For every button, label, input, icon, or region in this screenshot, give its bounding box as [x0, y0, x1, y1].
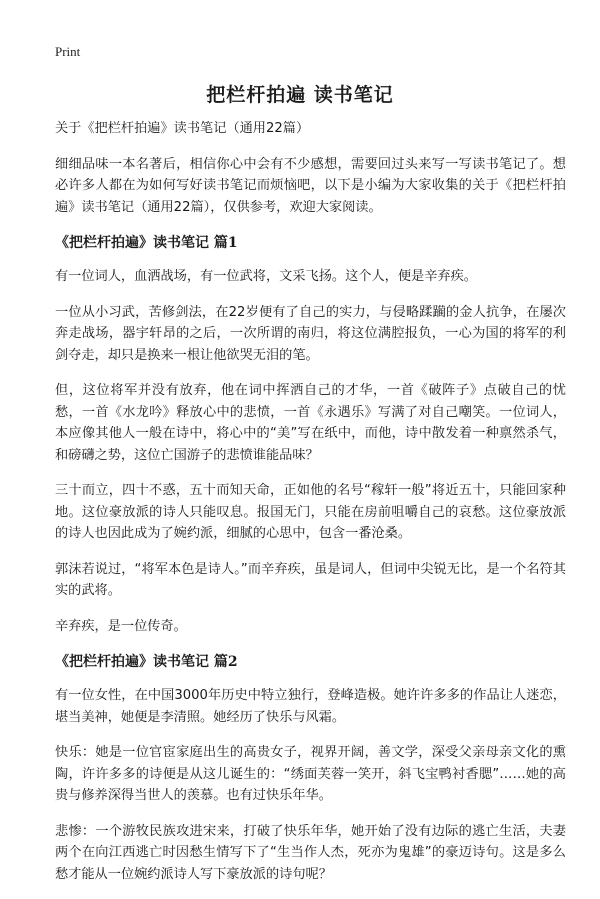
section-heading-1: 《把栏杆拍遍》读书笔记 篇1 — [55, 235, 238, 251]
section-1-paragraph-4: 三十而立，四十不惑，五十而知天命，正如他的名号“稼轩一般”将近五十，只能回家种地。这位豪放派的诗人只能叹息。报国无门，只能在房前咀嚼自己的哀愁。这位豪放派的诗人也因此成为了婉约派，细腻的心思中，包含一番沧桑。 — [55, 483, 566, 541]
section-2-paragraph-1: 有一位女性，在中国3000年历史中特立独行，登峰造极。她许许多多的作品让人迷恋，堪当美神，她便是李清照。她经历了快乐与风霜。 — [55, 688, 566, 725]
section-1-paragraph-5: 郭沫若说过，“将军本色是诗人。”而辛弃疾，虽是词人，但词中尖锐无比，是一个名符其实的武将。 — [55, 561, 566, 598]
section-2-paragraph-3: 悲惨：一个游牧民族攻进宋来，打破了快乐年华，她开始了没有边际的逃亡生活，夫妻两个在向江西逃亡时因愁生情写下了“生当作人杰，死亦为鬼雄”的豪迈诗句。这是多么愁才能从一位婉约派诗人写下豪放派的诗句呢？ — [55, 823, 566, 882]
section-1-paragraph-1: 有一位词人，血洒战场，有一位武将，文采飞扬。这个人，便是辛弃疾。 — [55, 269, 477, 284]
section-1-paragraph-2: 一位从小习武，苦修剑法，在22岁便有了自己的实力，与侵略蹂躏的金人抗争，在屡次奔走战场，器宇轩昂的之后，一次所谓的南归，将这位满腔报负，一心为国的将军的利剑夺走，却只是换来一根让他欲哭无泪的笔。 — [55, 304, 566, 363]
page-title: 把栏杆拍遍 读书笔记 — [206, 84, 394, 106]
section-1-paragraph-3: 但，这位将军并没有放弃，他在词中挥洒自己的才华，一首《破阵子》点破自己的忧愁，一首《水龙吟》释放心中的悲愤，一首《永遇乐》写满了对自己嘲笑。一位词人，本应像其他人一般在诗中，将心中的“美”写在纸中，而他，诗中散发着一种禀然杀气，和磅礴之势，这位亡国游子的悲愤谁能品味？ — [55, 383, 566, 463]
section-heading-2: 《把栏杆拍遍》读书笔记 篇2 — [55, 654, 238, 670]
intro-paragraph: 细细品味一本名著后，相信你心中会有不少感想，需要回过头来写一写读书笔记了。想必许多人都在为如何写好读书笔记而烦恼吧，以下是小编为大家收集的关于《把栏杆拍遍》读书笔记（通用22篇），仅供参考，欢迎大家阅读。 — [55, 156, 566, 215]
section-2-paragraph-2: 快乐：她是一位官宦家庭出生的高贵女子，视界开阔，善文学，深受父亲母亲文化的熏陶，许许多多的诗便是从这儿诞生的：“绣面芙蓉一笑开，斜飞宝鸭衬香腮”……她的高贵与修养深得当世人的羡慕。也有过快乐年华。 — [55, 745, 566, 803]
article-body — [55, 118, 566, 899]
section-1-paragraph-6: 辛弃疾，是一位传奇。 — [55, 618, 187, 634]
print-label: Print — [55, 44, 81, 59]
intro-subtitle: 关于《把栏杆拍遍》读书笔记（通用22篇） — [55, 121, 310, 136]
